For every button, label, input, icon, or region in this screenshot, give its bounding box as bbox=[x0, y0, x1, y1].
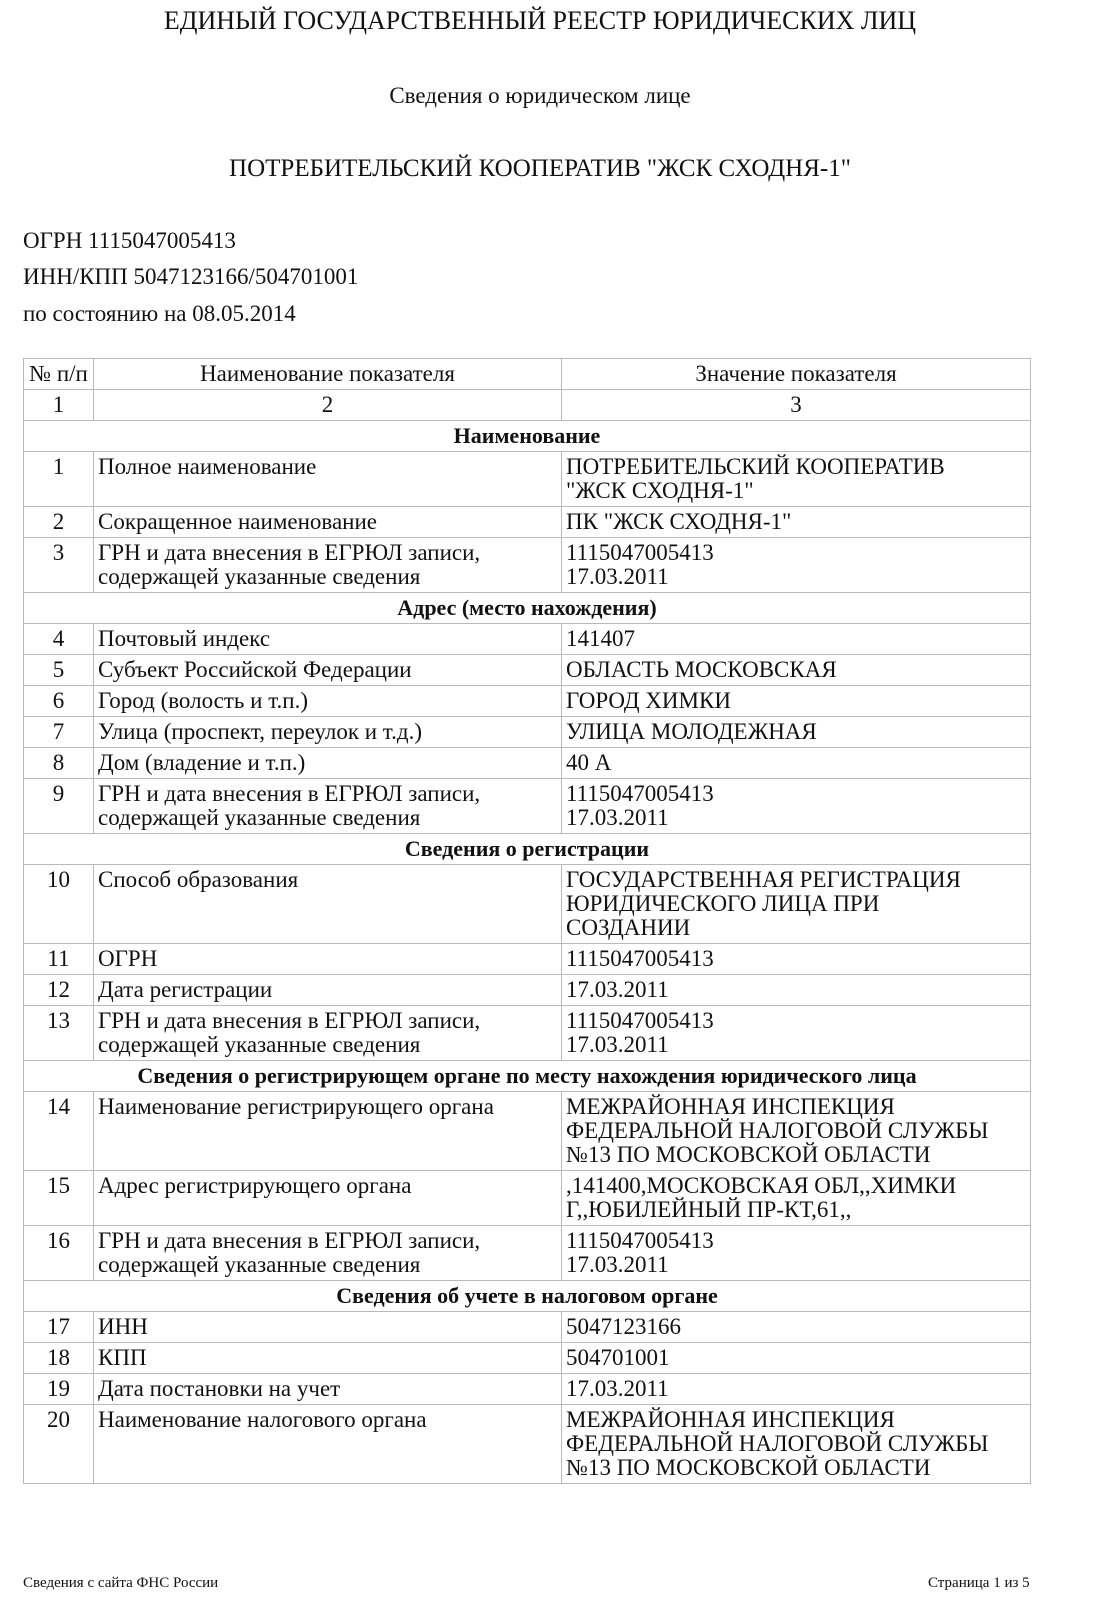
section-title: Сведения о регистрирующем органе по месту нахождения юридического лица bbox=[24, 1061, 1031, 1092]
footer-source: Сведения с сайта ФНС России bbox=[23, 1575, 219, 1591]
table-row bbox=[24, 1405, 1031, 1484]
indicator-value: 1115047005413 17.03.2011 bbox=[562, 538, 1031, 593]
section-row bbox=[24, 1061, 1031, 1092]
row-number: 3 bbox=[24, 538, 94, 593]
column-number: 3 bbox=[562, 390, 1031, 421]
table-body bbox=[24, 421, 1031, 1484]
row-number: 17 bbox=[24, 1312, 94, 1343]
indicator-name: ГРН и дата внесения в ЕГРЮЛ записи, содержащей указанные сведения bbox=[94, 1006, 562, 1061]
indicator-name: Субъект Российской Федерации bbox=[94, 655, 562, 686]
header-indicator-value: Значение показателя bbox=[562, 359, 1031, 390]
indicator-value: ПК "ЖСК СХОДНЯ-1" bbox=[562, 507, 1031, 538]
table-row bbox=[24, 1312, 1031, 1343]
indicator-value: ,141400,МОСКОВСКАЯ ОБЛ,,ХИМКИ Г,,ЮБИЛЕЙНЫЙ ПР-КТ,61,, bbox=[562, 1171, 1031, 1226]
table-row bbox=[24, 538, 1031, 593]
column-number: 2 bbox=[94, 390, 562, 421]
row-number: 1 bbox=[24, 452, 94, 507]
row-number: 10 bbox=[24, 865, 94, 944]
indicator-value: 504701001 bbox=[562, 1343, 1031, 1374]
row-number: 9 bbox=[24, 779, 94, 834]
indicator-name: ИНН bbox=[94, 1312, 562, 1343]
section-row bbox=[24, 834, 1031, 865]
row-number: 8 bbox=[24, 748, 94, 779]
header-number: № п/п bbox=[24, 359, 94, 390]
column-number: 1 bbox=[24, 390, 94, 421]
indicator-name: ГРН и дата внесения в ЕГРЮЛ записи, содержащей указанные сведения bbox=[94, 779, 562, 834]
row-number: 15 bbox=[24, 1171, 94, 1226]
inn-kpp-line: ИНН/КПП 5047123166/504701001 bbox=[23, 264, 359, 289]
indicator-name: ГРН и дата внесения в ЕГРЮЛ записи, содержащей указанные сведения bbox=[94, 538, 562, 593]
table-header-row bbox=[24, 359, 1031, 390]
document-title: ЕДИНЫЙ ГОСУДАРСТВЕННЫЙ РЕЕСТР ЮРИДИЧЕСКИХ ЛИЦ bbox=[163, 6, 917, 35]
indicator-value: 40 А bbox=[562, 748, 1031, 779]
row-number: 6 bbox=[24, 686, 94, 717]
indicator-name: Способ образования bbox=[94, 865, 562, 944]
as-of-date-line: по состоянию на 08.05.2014 bbox=[23, 301, 296, 326]
indicator-name: Сокращенное наименование bbox=[94, 507, 562, 538]
section-row bbox=[24, 421, 1031, 452]
row-number: 14 bbox=[24, 1092, 94, 1171]
header-indicator-name: Наименование показателя bbox=[94, 359, 562, 390]
row-number: 16 bbox=[24, 1226, 94, 1281]
table-row bbox=[24, 1006, 1031, 1061]
indicator-value: 1115047005413 17.03.2011 bbox=[562, 779, 1031, 834]
row-number: 18 bbox=[24, 1343, 94, 1374]
table-row bbox=[24, 1343, 1031, 1374]
section-title: Адрес (место нахождения) bbox=[24, 593, 1031, 624]
ogrn-line: ОГРН 1115047005413 bbox=[23, 228, 236, 253]
table-row bbox=[24, 624, 1031, 655]
organization-name: ПОТРЕБИТЕЛЬСКИЙ КООПЕРАТИВ "ЖСК СХОДНЯ-1" bbox=[229, 155, 851, 182]
indicator-name: Наименование налогового органа bbox=[94, 1405, 562, 1484]
indicator-name: Улица (проспект, переулок и т.д.) bbox=[94, 717, 562, 748]
egrul-table bbox=[23, 358, 1031, 1484]
indicator-value: ПОТРЕБИТЕЛЬСКИЙ КООПЕРАТИВ "ЖСК СХОДНЯ-1" bbox=[562, 452, 1031, 507]
indicator-name: Дом (владение и т.п.) bbox=[94, 748, 562, 779]
page-counter: Страница 1 из 5 bbox=[928, 1575, 1030, 1591]
indicator-value: 17.03.2011 bbox=[562, 975, 1031, 1006]
row-number: 11 bbox=[24, 944, 94, 975]
table-row bbox=[24, 507, 1031, 538]
table-row bbox=[24, 944, 1031, 975]
section-row bbox=[24, 593, 1031, 624]
indicator-name: Полное наименование bbox=[94, 452, 562, 507]
row-number: 2 bbox=[24, 507, 94, 538]
indicator-value: 1115047005413 17.03.2011 bbox=[562, 1226, 1031, 1281]
table-row bbox=[24, 1171, 1031, 1226]
indicator-value: 5047123166 bbox=[562, 1312, 1031, 1343]
section-title: Сведения о регистрации bbox=[24, 834, 1031, 865]
row-number: 7 bbox=[24, 717, 94, 748]
table-row bbox=[24, 748, 1031, 779]
indicator-name: Наименование регистрирующего органа bbox=[94, 1092, 562, 1171]
indicator-value: 1115047005413 bbox=[562, 944, 1031, 975]
row-number: 12 bbox=[24, 975, 94, 1006]
column-number-row bbox=[24, 390, 1031, 421]
table-row bbox=[24, 1226, 1031, 1281]
indicator-name: Адрес регистрирующего органа bbox=[94, 1171, 562, 1226]
indicator-value: УЛИЦА МОЛОДЕЖНАЯ bbox=[562, 717, 1031, 748]
table-row bbox=[24, 686, 1031, 717]
row-number: 19 bbox=[24, 1374, 94, 1405]
indicator-value: ГОСУДАРСТВЕННАЯ РЕГИСТРАЦИЯ ЮРИДИЧЕСКОГО ЛИЦА ПРИ СОЗДАНИИ bbox=[562, 865, 1031, 944]
indicator-name: ГРН и дата внесения в ЕГРЮЛ записи, содержащей указанные сведения bbox=[94, 1226, 562, 1281]
section-title: Сведения об учете в налоговом органе bbox=[24, 1281, 1031, 1312]
section-title: Наименование bbox=[24, 421, 1031, 452]
table-row bbox=[24, 865, 1031, 944]
section-row bbox=[24, 1281, 1031, 1312]
indicator-value: 141407 bbox=[562, 624, 1031, 655]
indicator-value: ОБЛАСТЬ МОСКОВСКАЯ bbox=[562, 655, 1031, 686]
row-number: 13 bbox=[24, 1006, 94, 1061]
indicator-name: Дата постановки на учет bbox=[94, 1374, 562, 1405]
indicator-value: МЕЖРАЙОННАЯ ИНСПЕКЦИЯ ФЕДЕРАЛЬНОЙ НАЛОГОВОЙ СЛУЖБЫ №13 ПО МОСКОВСКОЙ ОБЛАСТИ bbox=[562, 1405, 1031, 1484]
indicator-name: Дата регистрации bbox=[94, 975, 562, 1006]
indicator-value: МЕЖРАЙОННАЯ ИНСПЕКЦИЯ ФЕДЕРАЛЬНОЙ НАЛОГОВОЙ СЛУЖБЫ №13 ПО МОСКОВСКОЙ ОБЛАСТИ bbox=[562, 1092, 1031, 1171]
table-row bbox=[24, 1374, 1031, 1405]
indicator-name: КПП bbox=[94, 1343, 562, 1374]
document-subtitle: Сведения о юридическом лице bbox=[389, 83, 691, 108]
table-row bbox=[24, 1092, 1031, 1171]
indicator-name: Город (волость и т.п.) bbox=[94, 686, 562, 717]
indicator-name: Почтовый индекс bbox=[94, 624, 562, 655]
table-row bbox=[24, 452, 1031, 507]
row-number: 5 bbox=[24, 655, 94, 686]
table-row bbox=[24, 975, 1031, 1006]
row-number: 20 bbox=[24, 1405, 94, 1484]
row-number: 4 bbox=[24, 624, 94, 655]
indicator-value: ГОРОД ХИМКИ bbox=[562, 686, 1031, 717]
table-row bbox=[24, 717, 1031, 748]
indicator-value: 1115047005413 17.03.2011 bbox=[562, 1006, 1031, 1061]
indicator-value: 17.03.2011 bbox=[562, 1374, 1031, 1405]
indicator-name: ОГРН bbox=[94, 944, 562, 975]
table-row bbox=[24, 779, 1031, 834]
table-row bbox=[24, 655, 1031, 686]
